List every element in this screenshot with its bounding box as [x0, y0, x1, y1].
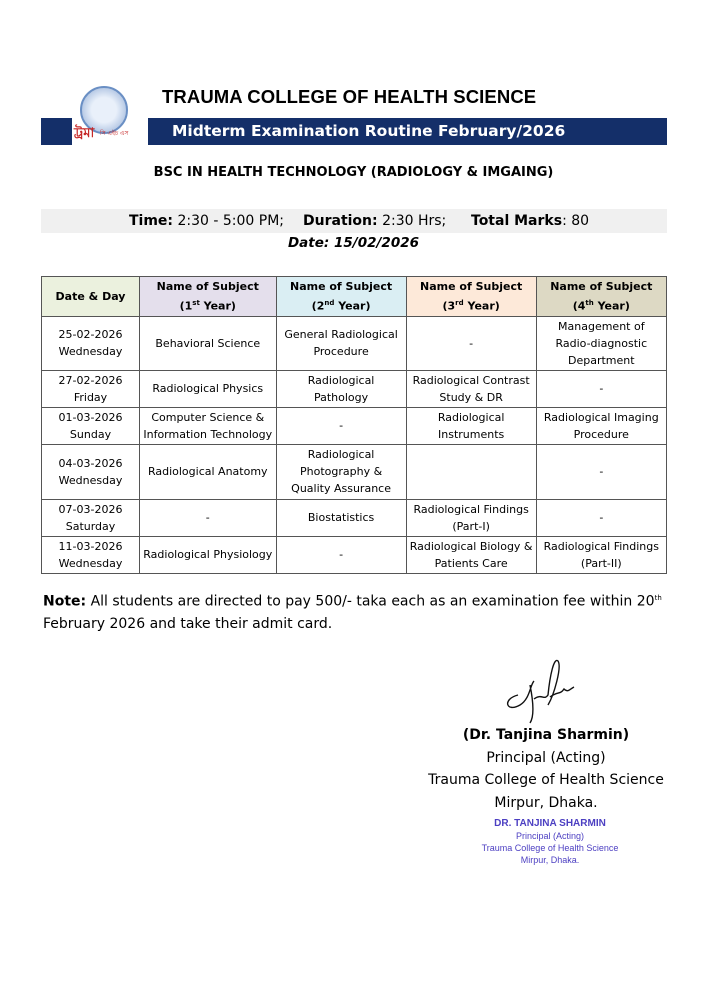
table-row — [42, 499, 667, 536]
subject-cell: Radiological Physics — [140, 370, 276, 407]
table-row — [42, 444, 667, 499]
subject-cell: Radiological Findings (Part-I) — [406, 499, 536, 536]
subject-cell: Radiological Contrast Study & DR — [406, 370, 536, 407]
table-row — [42, 407, 667, 444]
duration-info: Duration: 2:30 Hrs; — [303, 213, 447, 229]
routine-banner: Midterm Examination Routine February/2026 — [148, 118, 667, 145]
subject-cell: Computer Science & Information Technology — [140, 407, 276, 444]
signatory-org: Trauma College of Health Science — [428, 772, 664, 788]
logo-text: ট্রমা — [74, 126, 95, 141]
table-header-row — [42, 277, 667, 317]
date-cell: 11-03-2026 Wednesday — [42, 536, 140, 573]
table-row — [42, 536, 667, 573]
subject-cell: Radiological Physiology — [140, 536, 276, 573]
fee-note: Note: All students are directed to pay 500/- taka each as an examination fee within 20th February 2026 and take their admit card. — [43, 593, 662, 632]
subject-cell: - — [406, 316, 536, 370]
date-cell: 25-02-2026 Wednesday — [42, 316, 140, 370]
subject-cell: Radiological Findings (Part-II) — [536, 536, 666, 573]
subject-cell: - — [536, 444, 666, 499]
signatory-name: (Dr. Tanjina Sharmin) — [462, 727, 630, 743]
subject-cell: Biostatistics — [276, 499, 406, 536]
routine-date: Date: 15/02/2026 — [287, 235, 420, 251]
total-marks-info: Total Marks: 80 — [471, 213, 590, 229]
official-stamp: DR. TANJINA SHARMIN Principal (Acting) Trauma College of Health Science Mirpur, Dhaka. — [481, 818, 619, 865]
subject-cell — [406, 444, 536, 499]
subject-cell: Radiological Biology & Patients Care — [406, 536, 536, 573]
program-title: BSC IN HEALTH TECHNOLOGY (RADIOLOGY & IMGAING) — [153, 165, 554, 180]
subject-cell: Management of Radio-diagnostic Department — [536, 316, 666, 370]
subject-cell: Radiological Photography & Quality Assurance — [276, 444, 406, 499]
header-year-3: Name of Subject (3rd Year) — [406, 277, 536, 317]
date-cell: 04-03-2026 Wednesday — [42, 444, 140, 499]
subject-cell: Radiological Instruments — [406, 407, 536, 444]
header-year-4: Name of Subject (4th Year) — [536, 277, 666, 317]
date-cell: 01-03-2026 Sunday — [42, 407, 140, 444]
subject-cell: - — [536, 370, 666, 407]
institution-title: TRAUMA COLLEGE OF HEALTH SCIENCE — [162, 86, 537, 107]
time-info: Time: 2:30 - 5:00 PM; — [129, 213, 285, 229]
table-row — [42, 316, 667, 370]
subject-cell: - — [140, 499, 276, 536]
header-year-1: Name of Subject (1st Year) — [140, 277, 276, 317]
subject-cell: General Radiological Procedure — [276, 316, 406, 370]
signatory-block — [410, 724, 682, 814]
subject-cell: Radiological Pathology — [276, 370, 406, 407]
subject-cell: Radiological Anatomy — [140, 444, 276, 499]
subject-cell: Behavioral Science — [140, 316, 276, 370]
exam-routine-table — [41, 276, 667, 574]
logo-subtext: সি এইচ এস — [100, 131, 129, 137]
signature-icon — [500, 655, 590, 725]
table-row — [42, 370, 667, 407]
header-year-2: Name of Subject (2nd Year) — [276, 277, 406, 317]
signatory-title: Principal (Acting) — [486, 749, 606, 766]
header-date-day: Date & Day — [42, 277, 140, 317]
date-cell: 07-03-2026 Saturday — [42, 499, 140, 536]
subject-cell: - — [536, 499, 666, 536]
subject-cell: Radiological Imaging Procedure — [536, 407, 666, 444]
exam-info-bar — [41, 209, 667, 233]
banner-left-block — [41, 118, 72, 145]
signatory-location: Mirpur, Dhaka. — [494, 794, 598, 811]
subject-cell: - — [276, 407, 406, 444]
date-cell: 27-02-2026 Friday — [42, 370, 140, 407]
subject-cell: - — [276, 536, 406, 573]
